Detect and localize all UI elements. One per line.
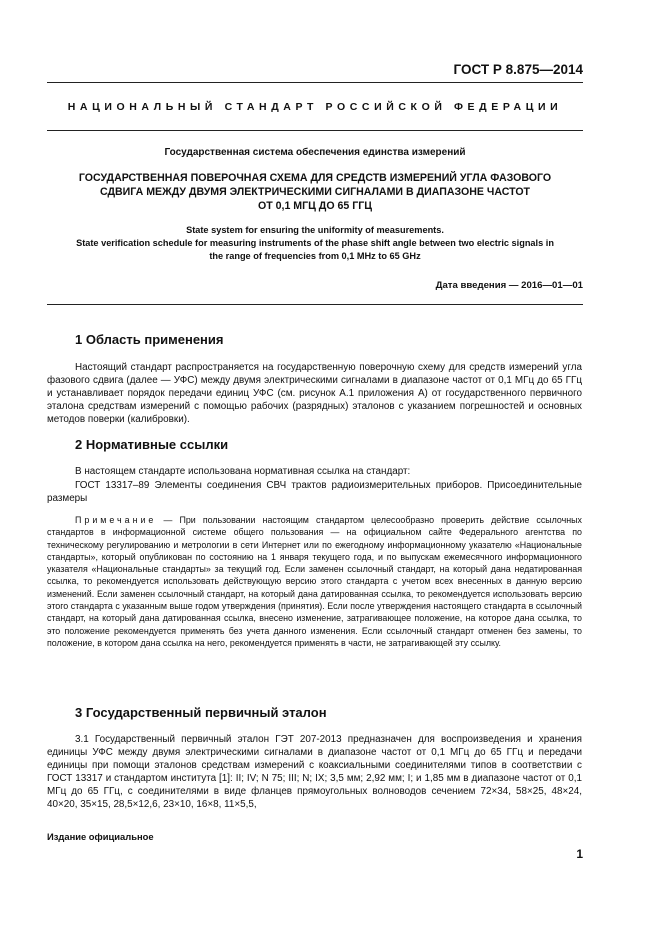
section-3-text: 3.1 Государственный первичный эталон ГЭТ 207-2013 предназначен для воспроизведения и хранения единицы УФС между двумя электрическими сигналами в диапазоне частот от 0,1 МГц до 65 ГГц и передачи единицы при помощи эталонов средствам измерений с коаксиальными соединителями типов в соответствии с ГОСТ 13317 и стандартом института [1]: II; IV; N 75; III; N; IX; 3,5 мм; 2,92 мм; I; и 1,85 мм в диапазоне частот от 0,1 МГц до 65 ГГц, с соединителями в виде фланцев прямоугольных волноводов сечением 72×34, 58×25, 48×24, 40×20, 35×15, 28,5×12,6, 23×10, 16×8, 11×5,5, [47, 734, 582, 811]
section-2-heading: 2 Нормативные ссылки [75, 437, 229, 452]
section-3-heading: 3 Государственный первичный эталон [75, 705, 327, 720]
date-rule [47, 304, 583, 305]
document-title-ru [47, 171, 583, 213]
title-en-line: the range of frequencies from 0,1 MHz to 65 GHz [209, 251, 421, 261]
national-standard-banner: НАЦИОНАЛЬНЫЙ СТАНДАРТ РОССИЙСКОЙ ФЕДЕРАЦИИ [67, 101, 563, 113]
title-ru-line: ГОСУДАРСТВЕННАЯ ПОВЕРОЧНАЯ СХЕМА ДЛЯ СРЕДСТВ ИЗМЕРЕНИЙ УГЛА ФАЗОВОГО [78, 172, 552, 184]
title-ru-line: СДВИГА МЕЖДУ ДВУМЯ ЭЛЕКТРИЧЕСКИМИ СИГНАЛАМИ В ДИАПАЗОНЕ ЧАСТОТ [99, 186, 531, 198]
top-rule [47, 82, 583, 83]
section-2-intro: В настоящем стандарте использована нормативная ссылка на стандарт: [75, 466, 411, 477]
document-title-en [47, 224, 583, 263]
section-1-heading: 1 Область применения [75, 332, 224, 347]
gost-number: ГОСТ Р 8.875—2014 [453, 62, 583, 77]
normative-reference: ГОСТ 13317–89 Элементы соединения СВЧ трактов радиоизмерительных приборов. Присоединительные размеры [47, 480, 582, 505]
system-title: Государственная система обеспечения единства измерений [164, 147, 466, 158]
note-label: Примечание [75, 515, 157, 525]
introduction-date: Дата введения — 2016—01—01 [435, 280, 583, 291]
note-text: — При пользовании настоящим стандартом целесообразно проверить действие ссылочных стандартов в информационной системе общего пользования — на официальном сайте Федерального агентства по техническому регулированию и метрологии в сети Интернет или по ежегодному информационному указателю «Национальные стандарты», который опубликован по состоянию на 1 января текущего года, и по выпускам ежемесячного информационного указателя «Национальные стандарты» за текущий год. Если заменен ссылочный стандарт, на который дана недатированная ссылка, то рекомендуется использовать действующую версию этого стандарта с учетом всех внесенных в данную версию изменений. Если заменен ссылочный стандарт, на который дана датированная ссылка, то рекомендуется использовать версию этого стандарта с указанным выше годом утверждения (принятия). Если после утверждения настоящего стандарта в ссылочный стандарт, на который дана датированная ссылка, внесено изменение, затрагивающее положение, на которое дана ссылка, то это положение рекомендуется применять без учета данного изменения. Если ссылочный стандарт отменен без замены, то положение, в котором дана ссылка на него, рекомендуется применять в части, не затрагивающей эту ссылку. [47, 515, 582, 648]
page-number: 1 [576, 847, 583, 861]
title-en-line: State verification schedule for measuring instruments of the phase shift angle between two electric signals in [76, 238, 554, 248]
title-ru-line: ОТ 0,1 МГЦ ДО 65 ГГЦ [257, 200, 373, 212]
banner-rule [47, 130, 583, 131]
official-edition-label: Издание официальное [47, 831, 154, 842]
title-en-line: State system for ensuring the uniformity of measurements. [186, 225, 444, 235]
note-block [47, 514, 582, 649]
section-1-text: Настоящий стандарт распространяется на государственную поверочную схему для средств измерений угла фазового сдвига (далее — УФС) между двумя электрическими сигналами в диапазоне частот от 0,1 МГц до 65 ГГц и устанавливает порядок передачи единиц УФС (см. рисунок А.1 приложения А) от государственного первичного эталона средствам измерений с помощью рабочих (разрядных) эталонов с указанием погрешностей и основных методов поверки (калибровки). [47, 362, 582, 426]
